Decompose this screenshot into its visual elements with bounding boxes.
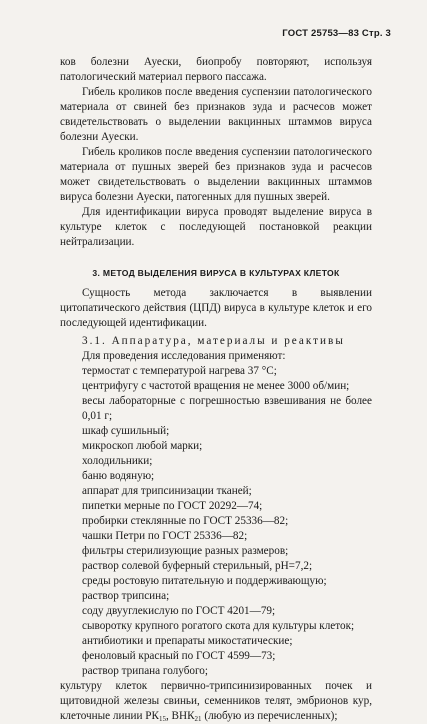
list-item: раствор трипана голубого; (82, 665, 208, 677)
list-item: антибиотики и препараты микостатические; (82, 635, 293, 647)
paragraph: Для идентификации вируса проводят выделение вируса в культуре клеток с последующей постановкой реакции нейтрализации. (60, 206, 372, 248)
list-item: весы лабораторные с погрешностью взвешивания не более 0,01 г; (82, 395, 372, 422)
list-item: микроскоп любой марки; (82, 440, 203, 452)
cell-line-separator: , (165, 710, 169, 722)
list-item: среды ростовую питательную и поддерживающую; (82, 575, 327, 587)
subsection-intro: Для проведения исследования применяют: (82, 350, 286, 362)
list-item: чашки Петри по ГОСТ 25336—82; (82, 530, 248, 542)
subsection-title: 3.1. Аппаратура, материалы и реактивы (82, 335, 345, 347)
page-header: ГОСТ 25753—83 Стр. 3 (282, 28, 391, 39)
cell-line-rk: РК (145, 710, 159, 722)
section-intro: Сущность метода заключается в выявлении цитопатического действия (ЦПД) вируса в культуре клеток и его последующей идентификации. (60, 287, 372, 329)
list-item: шкаф сушильный; (82, 425, 170, 437)
list-item: соду двууглекислую по ГОСТ 4201—79; (82, 605, 276, 617)
list-item: феноловый красный по ГОСТ 4599—73; (82, 650, 276, 662)
list-item: сыворотку крупного рогатого скота для культуры клеток; (82, 620, 355, 632)
list-item: раствор солевой буферный стерильный, pH=7,2; (82, 560, 313, 572)
cell-line-rk-sub: 15 (158, 715, 166, 723)
list-item: холодильники; (82, 455, 153, 467)
list-item: центрифугу с частотой вращения не менее 3000 об/мин; (82, 380, 350, 392)
list-item: аппарат для трипсинизации тканей; (82, 485, 252, 497)
cell-line-bhk: ВНК (171, 710, 195, 722)
section-title: 3. МЕТОД ВЫДЕЛЕНИЯ ВИРУСА В КУЛЬТУРАХ КЛЕТОК (92, 268, 340, 278)
document-body (60, 55, 372, 724)
cell-culture-tail: (любую из перечисленных); (204, 710, 338, 722)
cell-culture-text: культуру клеток первично-трипсинизированных почек и щитовидной железы свиньи, семенников телят, эмбрионов кур, клеточные линии (60, 680, 372, 722)
list-item: пробирки стеклянные по ГОСТ 25336—82; (82, 515, 289, 527)
list-item: пипетки мерные по ГОСТ 20292—74; (82, 500, 263, 512)
equipment-list (60, 364, 372, 724)
paragraph: Гибель кроликов после введения суспензии патологического материала от свиней без признаков зуда и расчесов может свидетельствовать о выделении вакцинных штаммов вируса болезни Ауески. (60, 86, 372, 143)
list-item: термостат с температурой нагрева 37 °С; (82, 365, 277, 377)
paragraph: Гибель кроликов после введения суспензии патологического материала от пушных зверей без признаков зуда и расчесов может свидетельствовать о выделении вакцинных штаммов вируса болезни Ауески, патогенных для пушных зверей. (60, 146, 372, 203)
list-item: фильтры стерилизующие разных размеров; (82, 545, 289, 557)
list-item-cell-culture (60, 679, 372, 724)
paragraph: ков болезни Ауески, биопробу повторяют, используя патологический материал первого пассажа. (60, 56, 372, 83)
cell-line-bhk-sub: 21 (194, 715, 202, 723)
list-item: раствор трипсина; (82, 590, 170, 602)
list-item: баню водяную; (82, 470, 155, 482)
